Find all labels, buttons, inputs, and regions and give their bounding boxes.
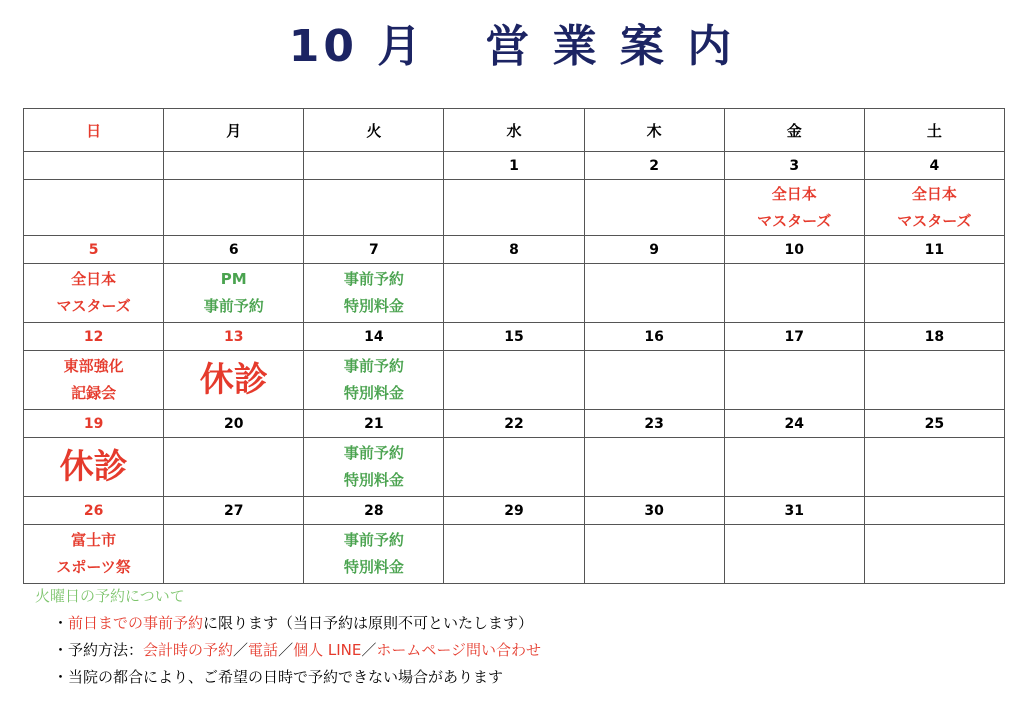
weekday-header: 金 — [724, 109, 864, 152]
weekday-header: 土 — [864, 109, 1004, 152]
event-text: マスターズ — [56, 297, 131, 315]
page-title — [0, 10, 1024, 74]
date-cell: 30 — [584, 497, 724, 525]
event-text: 全日本 — [71, 270, 117, 288]
event-cell — [444, 525, 584, 584]
date-cell: 4 — [864, 152, 1004, 180]
event-cell — [164, 180, 304, 236]
date-cell: 9 — [584, 236, 724, 264]
event-text: 特別料金 — [343, 384, 404, 402]
event-text: 特別料金 — [343, 471, 404, 489]
weekday-header: 水 — [444, 109, 584, 152]
event-cell — [444, 264, 584, 323]
date-cell: 29 — [444, 497, 584, 525]
event-cell — [304, 264, 444, 323]
event-cell — [304, 438, 444, 497]
event-cell — [584, 525, 724, 584]
date-cell: 27 — [164, 497, 304, 525]
note-text: 前日までの事前予約 — [68, 614, 204, 632]
event-cell — [864, 264, 1004, 323]
event-text: 休診 — [199, 360, 268, 400]
event-row — [24, 264, 1005, 323]
event-text: PM — [220, 270, 247, 288]
event-cell — [584, 351, 724, 410]
event-cell — [724, 180, 864, 236]
title-label: 営 業 案 内 — [485, 21, 736, 72]
event-cell — [24, 438, 164, 497]
note-text: 電話 — [248, 641, 279, 659]
date-cell: 12 — [24, 323, 164, 351]
event-cell — [584, 264, 724, 323]
event-text: 事前予約 — [343, 444, 404, 462]
event-cell — [24, 351, 164, 410]
event-cell — [724, 264, 864, 323]
date-cell: 3 — [724, 152, 864, 180]
event-text: 全日本 — [911, 184, 957, 203]
note-text: ・当院の都合により、ご希望の日時で予約できない場合があります — [53, 668, 504, 686]
note-text: ホームページ問い合わせ — [376, 641, 542, 659]
event-cell — [864, 438, 1004, 497]
date-cell: 14 — [304, 323, 444, 351]
date-cell: 31 — [724, 497, 864, 525]
date-cell: 10 — [724, 236, 864, 264]
note-text: ・ — [53, 614, 69, 632]
date-row — [24, 236, 1005, 264]
calendar-table — [23, 108, 1005, 584]
event-row — [24, 438, 1005, 497]
event-text: 富士市 — [71, 531, 117, 549]
notes-section — [35, 583, 541, 691]
date-cell: 19 — [24, 410, 164, 438]
date-cell: 1 — [444, 152, 584, 180]
note-text: ／ — [233, 641, 249, 659]
event-text: 特別料金 — [343, 558, 404, 576]
note-text: ／ — [278, 641, 294, 659]
date-cell: 7 — [304, 236, 444, 264]
event-cell — [584, 438, 724, 497]
date-row — [24, 410, 1005, 438]
date-row — [24, 323, 1005, 351]
event-row — [24, 180, 1005, 236]
event-cell — [864, 525, 1004, 584]
event-text: マスターズ — [897, 211, 972, 230]
weekday-header: 日 — [24, 109, 164, 152]
event-cell — [724, 351, 864, 410]
event-cell — [304, 351, 444, 410]
event-cell — [304, 180, 444, 236]
event-text: 休診 — [59, 447, 128, 487]
event-text: 事前予約 — [343, 531, 404, 549]
date-row — [24, 152, 1005, 180]
event-text: マスターズ — [757, 211, 832, 230]
note-text: に限ります（当日予約は原則不可といたします） — [203, 614, 534, 632]
note-text: ・予約方法： — [53, 641, 144, 659]
date-cell — [864, 497, 1004, 525]
event-cell — [164, 351, 304, 410]
note-text: 個人 LINE — [293, 641, 362, 659]
note-item — [35, 637, 541, 664]
date-cell: 15 — [444, 323, 584, 351]
notes-heading: 火曜日の予約について — [35, 587, 185, 605]
date-cell: 5 — [24, 236, 164, 264]
event-cell — [724, 525, 864, 584]
date-cell: 17 — [724, 323, 864, 351]
event-row — [24, 525, 1005, 584]
date-cell: 26 — [24, 497, 164, 525]
weekday-header: 月 — [164, 109, 304, 152]
event-cell — [304, 525, 444, 584]
note-item — [35, 610, 541, 637]
date-cell: 8 — [444, 236, 584, 264]
event-cell — [24, 180, 164, 236]
date-cell: 25 — [864, 410, 1004, 438]
date-cell — [24, 152, 164, 180]
date-cell: 18 — [864, 323, 1004, 351]
date-cell: 21 — [304, 410, 444, 438]
event-row — [24, 351, 1005, 410]
event-cell — [24, 264, 164, 323]
event-cell — [724, 438, 864, 497]
event-text: 全日本 — [771, 184, 817, 203]
event-cell — [864, 180, 1004, 236]
event-text: 事前予約 — [343, 357, 404, 375]
event-cell — [444, 180, 584, 236]
event-cell — [164, 264, 304, 323]
notes-list — [35, 610, 541, 691]
event-cell — [164, 438, 304, 497]
event-cell — [24, 525, 164, 584]
date-cell — [304, 152, 444, 180]
event-cell — [864, 351, 1004, 410]
date-cell: 23 — [584, 410, 724, 438]
event-text: 事前予約 — [343, 270, 404, 288]
date-cell: 16 — [584, 323, 724, 351]
event-cell — [444, 351, 584, 410]
event-cell — [584, 180, 724, 236]
event-text: 事前予約 — [203, 297, 264, 315]
calendar-body — [24, 152, 1005, 584]
event-text: 特別料金 — [343, 297, 404, 315]
weekday-header: 火 — [304, 109, 444, 152]
date-cell: 20 — [164, 410, 304, 438]
date-cell: 22 — [444, 410, 584, 438]
date-cell: 28 — [304, 497, 444, 525]
date-cell — [164, 152, 304, 180]
event-text: 記録会 — [71, 384, 117, 402]
note-item — [35, 664, 541, 691]
weekday-header: 木 — [584, 109, 724, 152]
date-cell: 6 — [164, 236, 304, 264]
event-text: 東部強化 — [63, 357, 124, 375]
title-month: 10 月 — [288, 21, 426, 72]
date-cell: 2 — [584, 152, 724, 180]
event-cell — [164, 525, 304, 584]
event-text: スポーツ祭 — [56, 558, 131, 576]
date-cell: 24 — [724, 410, 864, 438]
date-cell: 11 — [864, 236, 1004, 264]
note-text: 会計時の予約 — [143, 641, 234, 659]
event-cell — [444, 438, 584, 497]
date-cell: 13 — [164, 323, 304, 351]
date-row — [24, 497, 1005, 525]
note-text: ／ — [361, 641, 377, 659]
weekday-header-row — [24, 109, 1005, 152]
